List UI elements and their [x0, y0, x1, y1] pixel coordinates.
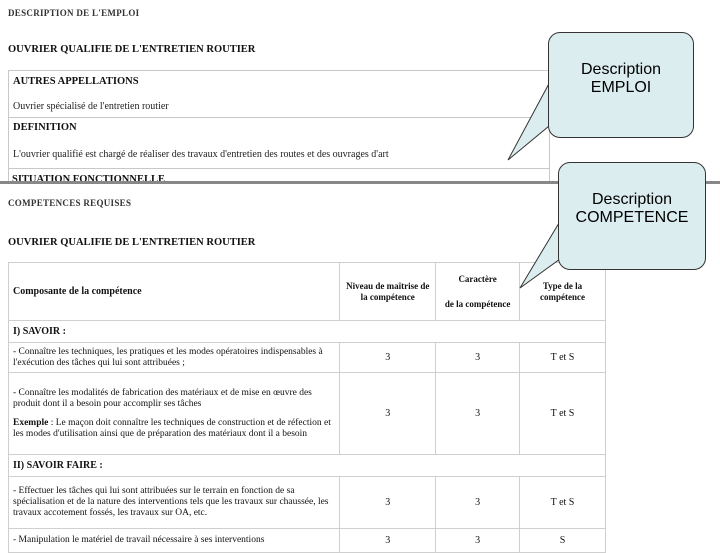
example-label: Exemple — [13, 417, 49, 428]
type-value: T et S — [520, 477, 606, 529]
competence-text: - Effectuer les tâches qui lui sont attribuées sur le terrain en fonction de sa spécialisation et de la nature des interventions tels que les travaux sur chaussée, les travaux accotement fossés, les travaux sur OA, etc. — [9, 477, 340, 529]
competence-job-title: OUVRIER QUALIFIE DE L'ENTRETIEN ROUTIER — [8, 237, 256, 248]
col-type: Type de la compétence — [520, 263, 606, 321]
definition-text: L'ouvrier qualifié est chargé de réaliser des travaux d'entretien des routes et des ouvrages d'art — [13, 149, 389, 160]
competence-text: - Connaître les techniques, les pratiques et les modes opératoires indispensables à l'exécution des tâches qui lui sont attribuées ; — [9, 343, 340, 373]
savoir-faire-title: II) SAVOIR FAIRE : — [9, 455, 606, 477]
col-niveau: Niveau de maîtrise de la compétence — [340, 263, 436, 321]
type-value: S — [520, 529, 606, 553]
col-composante: Composante de la compétence — [9, 263, 340, 321]
definition-title: DEFINITION — [13, 122, 77, 133]
job-title: OUVRIER QUALIFIE DE L'ENTRETIEN ROUTIER — [8, 44, 256, 55]
type-value: T et S — [520, 343, 606, 373]
competence-text: - Connaître les modalités de fabrication des matériaux et de mise en œuvre des produit dont il a besoin pour accomplir ses tâches — [13, 387, 312, 409]
caractere-value: 3 — [436, 529, 520, 553]
col-caractere-line2: de la compétence — [444, 298, 511, 309]
caractere-value: 3 — [436, 373, 520, 455]
emploi-callout — [548, 32, 694, 138]
caractere-value: 3 — [436, 477, 520, 529]
job-description-header: DESCRIPTION DE L'EMPLOI — [8, 8, 140, 18]
competence-callout — [558, 162, 706, 270]
autres-appellations-title: AUTRES APPELLATIONS — [13, 76, 139, 87]
niveau-value: 3 — [340, 373, 436, 455]
caractere-value: 3 — [436, 343, 520, 373]
autres-appellations-text: Ouvrier spécialisé de l'entretien routier — [13, 101, 169, 112]
competence-text: - Manipulation le matériel de travail nécessaire à ses interventions — [9, 529, 340, 553]
col-caractere-line1: Caractère — [458, 273, 497, 284]
emploi-callout-line2: EMPLOI — [590, 79, 652, 96]
competence-callout-line2: COMPETENCE — [575, 209, 689, 226]
emploi-callout-line1: Description — [580, 61, 662, 78]
niveau-value: 3 — [340, 529, 436, 553]
example-text: : Le maçon doit connaître les techniques de construction et de réfection et les modes d'utilisation ainsi que de préparation des matériaux dont il a besoin — [13, 417, 331, 439]
niveau-value: 3 — [340, 343, 436, 373]
niveau-value: 3 — [340, 477, 436, 529]
situation-title: SITUATION FONCTIONNELLE — [12, 174, 165, 181]
type-value: T et S — [520, 373, 606, 455]
savoir-title: I) SAVOIR : — [9, 321, 606, 343]
competence-header: COMPETENCES REQUISES — [8, 198, 132, 208]
competence-callout-line1: Description — [591, 191, 673, 208]
